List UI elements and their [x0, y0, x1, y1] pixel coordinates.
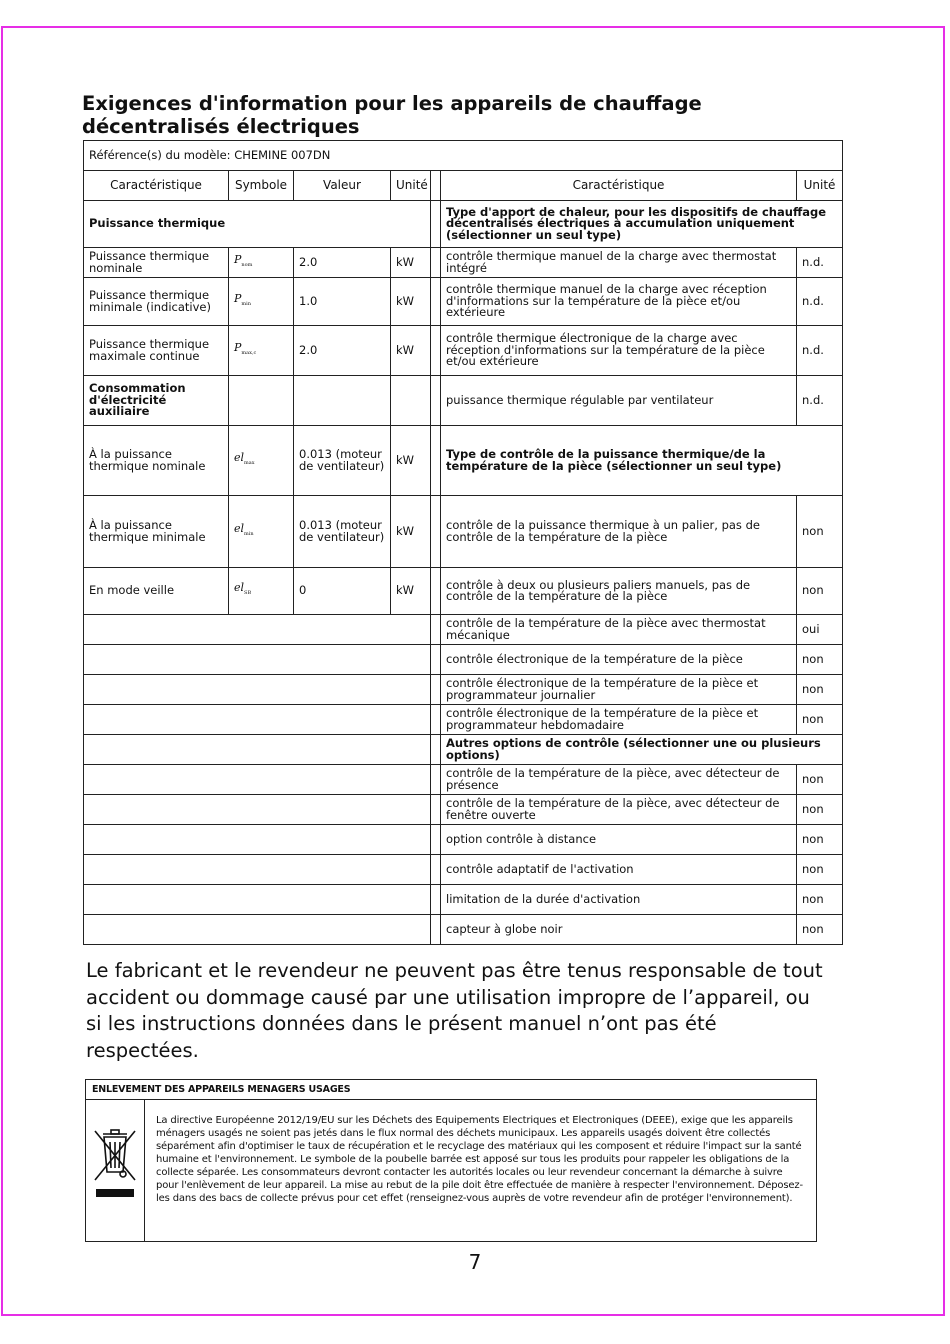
right-row-unit: non: [797, 855, 843, 885]
row-value: 0: [294, 568, 391, 615]
info-requirements-table: [83, 140, 843, 945]
page-title: Exigences d'information pour les appareils de chauffage décentralisés électriques: [82, 92, 702, 138]
row-value: 1.0: [294, 278, 391, 326]
row-label: À la puissance thermique minimale: [84, 496, 229, 568]
crossed-out-wheelie-bin-icon: [92, 1128, 138, 1204]
right-row-unit: non: [797, 885, 843, 915]
weee-heading: ENLEVEMENT DES APPAREILS MENAGERS USAGES: [86, 1080, 816, 1100]
table-row: [84, 765, 843, 795]
row-unit: kW: [391, 248, 431, 278]
table-row: [84, 376, 843, 426]
right-row-text: contrôle adaptatif de l'activation: [441, 855, 797, 885]
empty-cell: [84, 825, 431, 855]
row-symbol: $P_{nom}$: [229, 248, 294, 278]
disclaimer-text: Le fabricant et le revendeur ne peuvent pas être tenus responsable de tout accident ou dommage causé par une utilisation impropre de l’appareil, ou si les instructions données dans le présent manuel n’ont pas été respectées.: [86, 959, 823, 1062]
right-row-text: contrôle électronique de la température de la pièce et programmateur hebdomadaire: [441, 705, 797, 735]
right-row-text: contrôle de la température de la pièce, avec détecteur de présence: [441, 765, 797, 795]
weee-body-text: La directive Européenne 2012/19/EU sur les Déchets des Equipements Electriques et Electroniques (DEEE), exige que les appareils ménagers usagés ne soient pas jetés dans le flux normal des déchets municipaux. Les appareils usagés doivent être collectés séparément afin d'optimiser le taux de récupération et le recyclage des matériaux qui les composent et réduire l'impact sur la santé humaine et l'environnement. Le symbole de la poubelle barrée est apposé sur tous les produits pour rappeler les obligations de la collecte séparée. Les consommateurs devront contacter les autorités locales ou leur revendeur concernant la démarche à suivre pour l'enlèvement de leur appareil. La mise au rebut de la pile doit être effectuée de manière à respecter l'environnement. Déposez-les dans des bacs de collecte prévus pour cet effet (renseignez-vous auprès de votre revendeur afin de protéger l'environnement).: [156, 1115, 803, 1204]
row-unit: kW: [391, 568, 431, 615]
spacer-cell: [431, 735, 441, 765]
spacer-cell: [431, 675, 441, 705]
empty-cell: [229, 376, 294, 426]
section-puissance-thermique: Puissance thermique: [84, 201, 431, 248]
row-label: Puissance thermique nominale: [84, 248, 229, 278]
table-row: [84, 645, 843, 675]
spacer-cell: [431, 645, 441, 675]
table-row: [84, 568, 843, 615]
right-row-text: option contrôle à distance: [441, 825, 797, 855]
right-row-text: limitation de la durée d'activation: [441, 885, 797, 915]
right-row-text: contrôle thermique manuel de la charge avec réception d'informations sur la température de la pièce et/ou extérieure: [441, 278, 797, 326]
empty-cell: [84, 855, 431, 885]
row-value: 2.0: [294, 248, 391, 278]
right-row-text: contrôle thermique manuel de la charge avec thermostat intégré: [441, 248, 797, 278]
empty-cell: [84, 645, 431, 675]
right-row-text: puissance thermique régulable par ventilateur: [441, 376, 797, 426]
spacer-cell: [431, 426, 441, 496]
spacer-cell: [431, 765, 441, 795]
table-row: [84, 825, 843, 855]
col-header-caracteristique: Caractéristique: [84, 171, 229, 201]
spacer-cell: [431, 915, 441, 945]
right-row-text: contrôle électronique de la température de la pièce: [441, 645, 797, 675]
section-type-controle: Type de contrôle de la puissance thermique/de la température de la pièce (sélectionner un seul type): [441, 426, 843, 496]
spacer-cell: [431, 885, 441, 915]
row-unit: kW: [391, 278, 431, 326]
weee-icon-cell: [86, 1100, 145, 1241]
spacer-cell: [431, 795, 441, 825]
empty-cell: [294, 376, 391, 426]
col-header-unite-right: Unité: [797, 171, 843, 201]
table-row: [84, 735, 843, 765]
row-label: En mode veille: [84, 568, 229, 615]
right-row-text: contrôle thermique électronique de la charge avec réception d'informations sur la température de la pièce et/ou extérieure: [441, 326, 797, 376]
section-type-apport: Type d'apport de chaleur, pour les dispositifs de chauffage décentralisés électriques à accumulation uniquement (sélectionner un seul type): [441, 201, 843, 248]
row-unit: kW: [391, 326, 431, 376]
table-row: [84, 675, 843, 705]
right-row-text: contrôle de la puissance thermique à un palier, pas de contrôle de la température de la pièce: [441, 496, 797, 568]
table-row: [84, 795, 843, 825]
empty-cell: [84, 675, 431, 705]
right-row-unit: non: [797, 496, 843, 568]
spacer-cell: [431, 326, 441, 376]
col-header-valeur: Valeur: [294, 171, 391, 201]
spacer-cell: [431, 278, 441, 326]
right-row-text: contrôle à deux ou plusieurs paliers manuels, pas de contrôle de la température de la pièce: [441, 568, 797, 615]
right-row-unit: non: [797, 675, 843, 705]
table-row: [84, 915, 843, 945]
right-row-unit: non: [797, 568, 843, 615]
table-row: [84, 326, 843, 376]
empty-cell: [391, 376, 431, 426]
row-symbol: $el_{min}$: [229, 496, 294, 568]
page-number: 7: [468, 1250, 482, 1274]
row-value: 0.013 (moteur de ventilateur): [294, 496, 391, 568]
right-row-unit: n.d.: [797, 278, 843, 326]
col-header-caracteristique-right: Caractéristique: [441, 171, 797, 201]
model-reference: Référence(s) du modèle: CHEMINE 007DN: [84, 141, 843, 171]
row-unit: kW: [391, 496, 431, 568]
row-symbol: $P_{min}$: [229, 278, 294, 326]
right-row-unit: non: [797, 705, 843, 735]
table-row: [84, 885, 843, 915]
section-autres-options: Autres options de contrôle (sélectionner une ou plusieurs options): [441, 735, 843, 765]
spacer-cell: [431, 376, 441, 426]
row-label: Puissance thermique minimale (indicative): [84, 278, 229, 326]
empty-cell: [84, 705, 431, 735]
spacer-cell: [431, 496, 441, 568]
empty-cell: [84, 885, 431, 915]
table-row: [84, 248, 843, 278]
right-row-unit: non: [797, 915, 843, 945]
row-value: 2.0: [294, 326, 391, 376]
col-header-unite: Unité: [391, 171, 431, 201]
table-row: [84, 615, 843, 645]
right-row-unit: n.d.: [797, 248, 843, 278]
spacer-cell: [431, 568, 441, 615]
spacer-cell: [431, 825, 441, 855]
empty-cell: [84, 915, 431, 945]
right-row-text: contrôle de la température de la pièce, avec détecteur de fenêtre ouverte: [441, 795, 797, 825]
section-consommation: Consommation d'électricité auxiliaire: [84, 376, 229, 426]
row-label: À la puissance thermique nominale: [84, 426, 229, 496]
row-symbol: $el_{SB}$: [229, 568, 294, 615]
right-row-unit: oui: [797, 615, 843, 645]
row-label: Puissance thermique maximale continue: [84, 326, 229, 376]
table-row: [84, 426, 843, 496]
right-row-unit: n.d.: [797, 376, 843, 426]
empty-cell: [84, 765, 431, 795]
table-row: [84, 201, 843, 248]
spacer-cell: [431, 855, 441, 885]
table-row: [84, 855, 843, 885]
spacer-cell: [431, 615, 441, 645]
weee-box: [85, 1079, 817, 1242]
spacer-cell: [431, 705, 441, 735]
table-row: [84, 278, 843, 326]
right-row-text: contrôle de la température de la pièce avec thermostat mécanique: [441, 615, 797, 645]
right-row-unit: n.d.: [797, 326, 843, 376]
right-row-unit: non: [797, 645, 843, 675]
table-row: [84, 496, 843, 568]
row-symbol: $el_{max}$: [229, 426, 294, 496]
right-row-unit: non: [797, 825, 843, 855]
table-row: [84, 705, 843, 735]
model-ref-row: [84, 141, 843, 171]
right-row-unit: non: [797, 765, 843, 795]
empty-cell: [84, 795, 431, 825]
empty-cell: [84, 615, 431, 645]
row-value: 0.013 (moteur de ventilateur): [294, 426, 391, 496]
header-row: [84, 171, 843, 201]
spacer-cell: [431, 248, 441, 278]
row-unit: kW: [391, 426, 431, 496]
spacer-cell: [431, 201, 441, 248]
right-row-text: capteur à globe noir: [441, 915, 797, 945]
right-row-unit: non: [797, 795, 843, 825]
col-header-symbole: Symbole: [229, 171, 294, 201]
empty-cell: [84, 735, 431, 765]
right-row-text: contrôle électronique de la température de la pièce et programmateur journalier: [441, 675, 797, 705]
row-symbol: $P_{max,c}$: [229, 326, 294, 376]
spacer-cell: [431, 171, 441, 201]
